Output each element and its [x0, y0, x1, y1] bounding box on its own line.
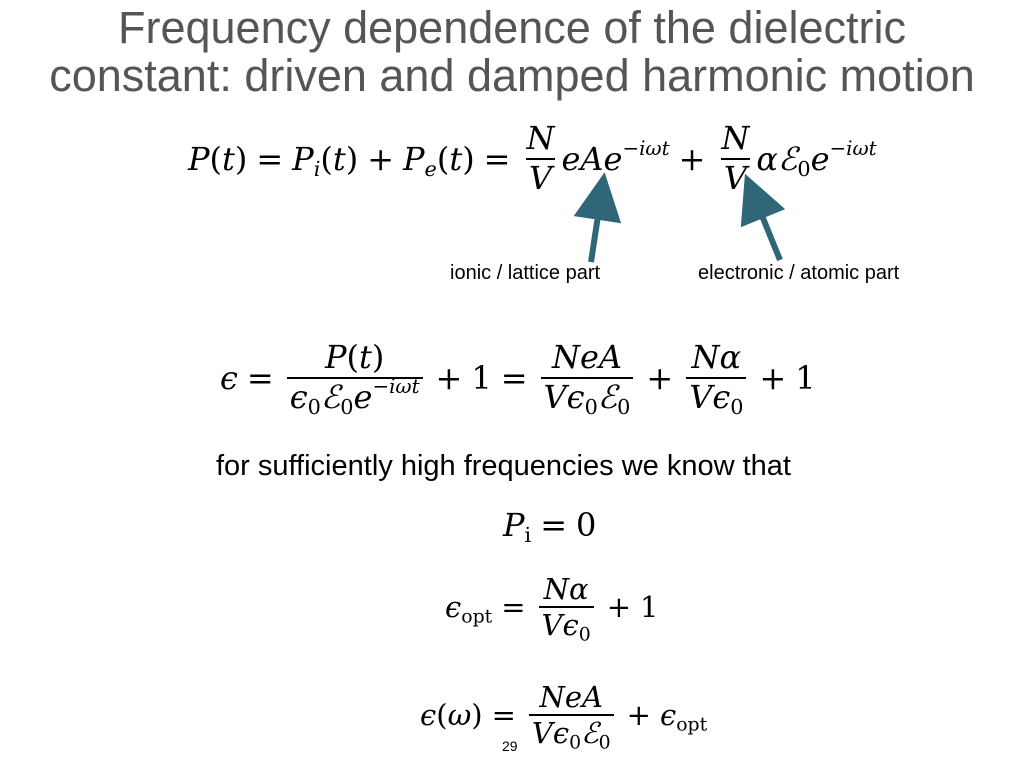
high-frequency-statement: for sufficiently high frequencies we know that — [216, 450, 791, 482]
ionic-label: ionic / lattice part — [450, 262, 601, 284]
epsilon-equation: ϵ = $\frac{P(t)}{\epsilon_0ℰ_0e^{-i\omega t}}$ + 1 = $\frac{\text{NeA}}{V\epsilon_0ℰ_0}$ + $\frac{N\alpha}{V\epsilon_0}$ + 1 — [220, 337, 816, 419]
pi-zero-equation: $P_i$ = 0 — [503, 506, 597, 548]
epsilon-omega-equation: ϵ(ω) = $\frac{\text{NeA}}{V\epsilon_0ℰ_0}$ + $\epsilon_{opt}$ — [420, 679, 708, 754]
electronic-arrow — [754, 196, 780, 260]
epsilon-opt-equation: $\epsilon_{opt}$ = $\frac{N\alpha}{V\epsilon_0}$ + 1 — [445, 571, 659, 646]
title-line-2: constant: driven and damped harmonic motion — [49, 50, 975, 101]
title-line-1: Frequency dependence of the dielectric — [117, 2, 906, 53]
electronic-label: electronic / atomic part — [698, 262, 900, 284]
ionic-arrow — [591, 196, 601, 262]
polarization-equation: P(t) = $P_i(t)$ + $P_e(t)$ = $\frac{N}{V}$ eAe$^{-i\omega t}$ + $\frac{N}{V}$ $\alpha ℰ_0e^{-i\omega t}$ — [188, 119, 877, 197]
page-number: 29 — [502, 738, 518, 754]
